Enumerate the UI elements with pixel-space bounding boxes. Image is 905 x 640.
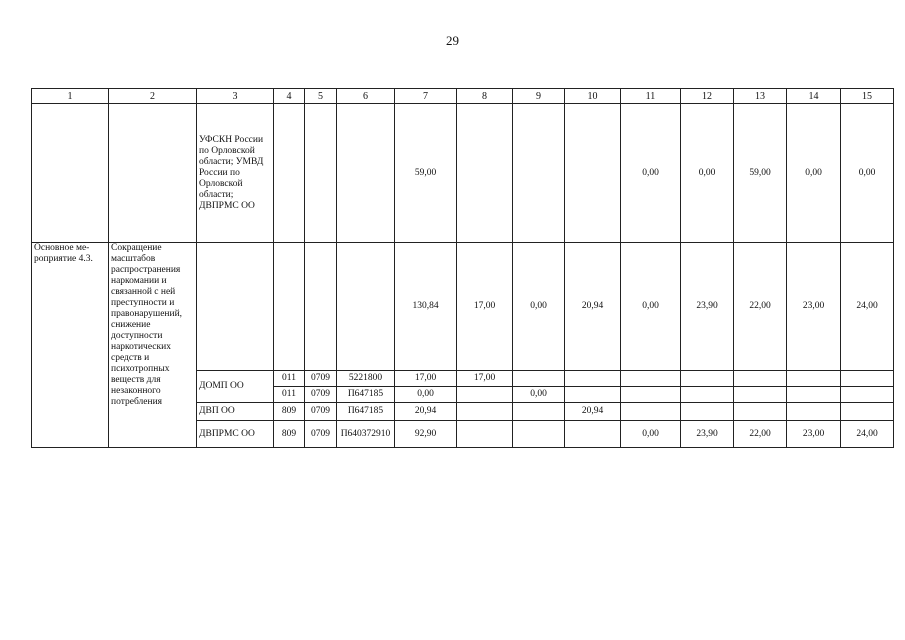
code-cell: 011 — [274, 371, 305, 387]
column-header: 10 — [565, 89, 621, 104]
value-cell: 59,00 — [395, 104, 457, 243]
table-cell — [197, 243, 274, 371]
table-cell — [32, 104, 109, 243]
value-cell — [513, 104, 565, 243]
table-cell — [841, 403, 894, 421]
value-cell: 22,00 — [734, 421, 787, 448]
value-cell: 20,94 — [565, 243, 621, 371]
value-cell: 0,00 — [621, 421, 681, 448]
table-cell — [681, 403, 734, 421]
code-cell: 0709 — [305, 421, 337, 448]
table-cell — [681, 371, 734, 387]
value-cell: 0,00 — [513, 243, 565, 371]
table-row — [32, 104, 894, 243]
code-cell: 5221800 — [337, 371, 395, 387]
value-cell: 23,00 — [787, 421, 841, 448]
table-cell — [734, 403, 787, 421]
column-header: 14 — [787, 89, 841, 104]
code-cell: 011 — [274, 387, 305, 403]
value-cell: 0,00 — [513, 387, 565, 403]
column-header: 2 — [109, 89, 197, 104]
table-cell — [513, 421, 565, 448]
table-cell — [841, 387, 894, 403]
value-cell: 17,00 — [395, 371, 457, 387]
page-number: 29 — [446, 33, 459, 48]
table-cell — [621, 371, 681, 387]
table-cell — [305, 104, 337, 243]
value-cell: 23,90 — [681, 243, 734, 371]
value-cell: 24,00 — [841, 243, 894, 371]
table-cell — [621, 387, 681, 403]
table-cell — [337, 243, 395, 371]
table-row — [32, 243, 894, 371]
code-cell: 809 — [274, 421, 305, 448]
table-cell — [681, 387, 734, 403]
value-cell: 17,00 — [457, 371, 513, 387]
code-cell: 0709 — [305, 387, 337, 403]
column-header: 8 — [457, 89, 513, 104]
column-header: 4 — [274, 89, 305, 104]
table-cell — [565, 371, 621, 387]
code-cell: 0709 — [305, 371, 337, 387]
value-cell: 24,00 — [841, 421, 894, 448]
executor-cell: УФСКН России по Орловской области; УМВД России по Орловской области; ДВПРМС ОО — [197, 104, 274, 243]
value-cell: 23,00 — [787, 243, 841, 371]
table-cell — [109, 104, 197, 243]
column-header: 6 — [337, 89, 395, 104]
column-header: 7 — [395, 89, 457, 104]
value-cell: 92,90 — [395, 421, 457, 448]
table-cell — [457, 403, 513, 421]
value-cell — [513, 371, 565, 387]
value-cell: 20,94 — [395, 403, 457, 421]
table-cell — [457, 421, 513, 448]
table-cell — [734, 387, 787, 403]
table-cell — [787, 403, 841, 421]
code-cell: П647185 — [337, 387, 395, 403]
table-cell — [565, 387, 621, 403]
column-header: 11 — [621, 89, 681, 104]
executor-cell: ДВП ОО — [197, 403, 274, 421]
value-cell — [457, 104, 513, 243]
value-cell: 0,00 — [621, 243, 681, 371]
executor-cell: ДВПРМС ОО — [197, 421, 274, 448]
table-cell — [841, 371, 894, 387]
table-cell — [337, 104, 395, 243]
measure-label: Основное ме-роприятие 4.3. — [32, 243, 109, 448]
table-cell — [734, 371, 787, 387]
table-cell — [565, 421, 621, 448]
table-cell — [274, 104, 305, 243]
table-cell — [513, 403, 565, 421]
column-header-row — [32, 89, 894, 104]
value-cell — [565, 104, 621, 243]
value-cell: 0,00 — [787, 104, 841, 243]
executor-cell: ДОМП ОО — [197, 371, 274, 403]
column-header: 3 — [197, 89, 274, 104]
column-header: 12 — [681, 89, 734, 104]
code-cell: П640372910 — [337, 421, 395, 448]
column-header: 9 — [513, 89, 565, 104]
value-cell: 0,00 — [621, 104, 681, 243]
value-cell: 23,90 — [681, 421, 734, 448]
table-cell — [621, 403, 681, 421]
code-cell: П647185 — [337, 403, 395, 421]
column-header: 13 — [734, 89, 787, 104]
table-cell — [305, 243, 337, 371]
table-cell — [787, 371, 841, 387]
value-cell: 20,94 — [565, 403, 621, 421]
value-cell — [457, 387, 513, 403]
column-header: 1 — [32, 89, 109, 104]
table-cell — [274, 243, 305, 371]
value-cell: 0,00 — [841, 104, 894, 243]
code-cell: 0709 — [305, 403, 337, 421]
table-cell — [787, 387, 841, 403]
value-cell: 59,00 — [734, 104, 787, 243]
value-cell: 22,00 — [734, 243, 787, 371]
value-cell: 0,00 — [681, 104, 734, 243]
value-cell: 0,00 — [395, 387, 457, 403]
value-cell: 130,84 — [395, 243, 457, 371]
value-cell: 17,00 — [457, 243, 513, 371]
code-cell: 809 — [274, 403, 305, 421]
measure-name: Сокращение масштабов распространения наркомании и связанной с ней преступности и правонарушений, снижение доступности наркотических средств и психотропных веществ для незаконного потребления — [109, 243, 197, 448]
column-header: 15 — [841, 89, 894, 104]
column-header: 5 — [305, 89, 337, 104]
budget-table — [31, 88, 894, 448]
